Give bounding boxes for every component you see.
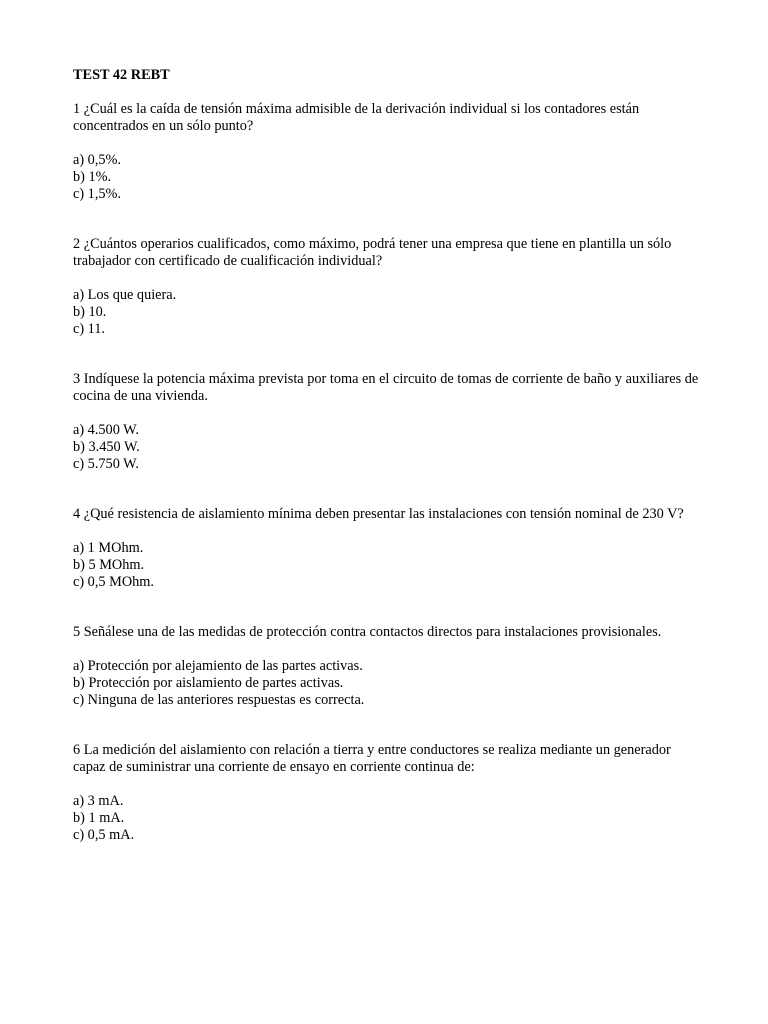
option-c: c) 5.750 W. [73,456,139,472]
question-text: 6 La medición del aislamiento con relación a tierra y entre conductores se realiza mediante un generador capaz de suministrar una corriente de ensayo en corriente continua de: [73,742,671,775]
option-c: c) Ninguna de las anteriores respuestas es correcta. [73,692,365,708]
answer-options [73,422,703,473]
answer-options [73,152,703,203]
option-c: c) 1,5%. [73,186,122,202]
question-1 [73,101,703,203]
option-b: b) Protección por aislamiento de partes activas. [73,675,344,691]
answer-options [73,658,703,709]
option-a: a) 3 mA. [73,793,124,809]
option-b: b) 5 MOhm. [73,557,145,573]
option-a: a) 0,5%. [73,152,122,168]
question-text: 5 Señálese una de las medidas de protección contra contactos directos para instalaciones provisionales. [73,624,662,640]
option-b: b) 1%. [73,169,112,185]
option-c: c) 0,5 MOhm. [73,574,155,590]
question-5 [73,624,703,709]
option-b: b) 1 mA. [73,810,125,826]
answer-options [73,287,703,338]
option-c: c) 11. [73,321,106,337]
document-title: TEST 42 REBT [73,67,170,83]
option-a: a) 4.500 W. [73,422,139,438]
document-page [73,67,703,844]
question-text: 1 ¿Cuál es la caída de tensión máxima admisible de la derivación individual si los contadores están concentrados en un sólo punto? [73,101,640,134]
option-a: a) Los que quiera. [73,287,177,303]
question-text: 2 ¿Cuántos operarios cualificados, como máximo, podrá tener una empresa que tiene en plantilla un sólo trabajador con certificado de cualificación individual? [73,236,672,269]
question-4 [73,506,703,591]
answer-options [73,540,703,591]
option-c: c) 0,5 mA. [73,827,135,843]
question-text: 3 Indíquese la potencia máxima prevista por toma en el circuito de tomas de corriente de baño y auxiliares de cocina de una vivienda. [73,371,699,404]
answer-options [73,793,703,844]
question-3 [73,371,703,473]
question-6 [73,742,703,844]
question-2 [73,236,703,338]
option-a: a) 1 MOhm. [73,540,144,556]
option-b: b) 3.450 W. [73,439,140,455]
question-text: 4 ¿Qué resistencia de aislamiento mínima deben presentar las instalaciones con tensión nominal de 230 V? [73,506,684,522]
option-a: a) Protección por alejamiento de las partes activas. [73,658,363,674]
option-b: b) 10. [73,304,107,320]
